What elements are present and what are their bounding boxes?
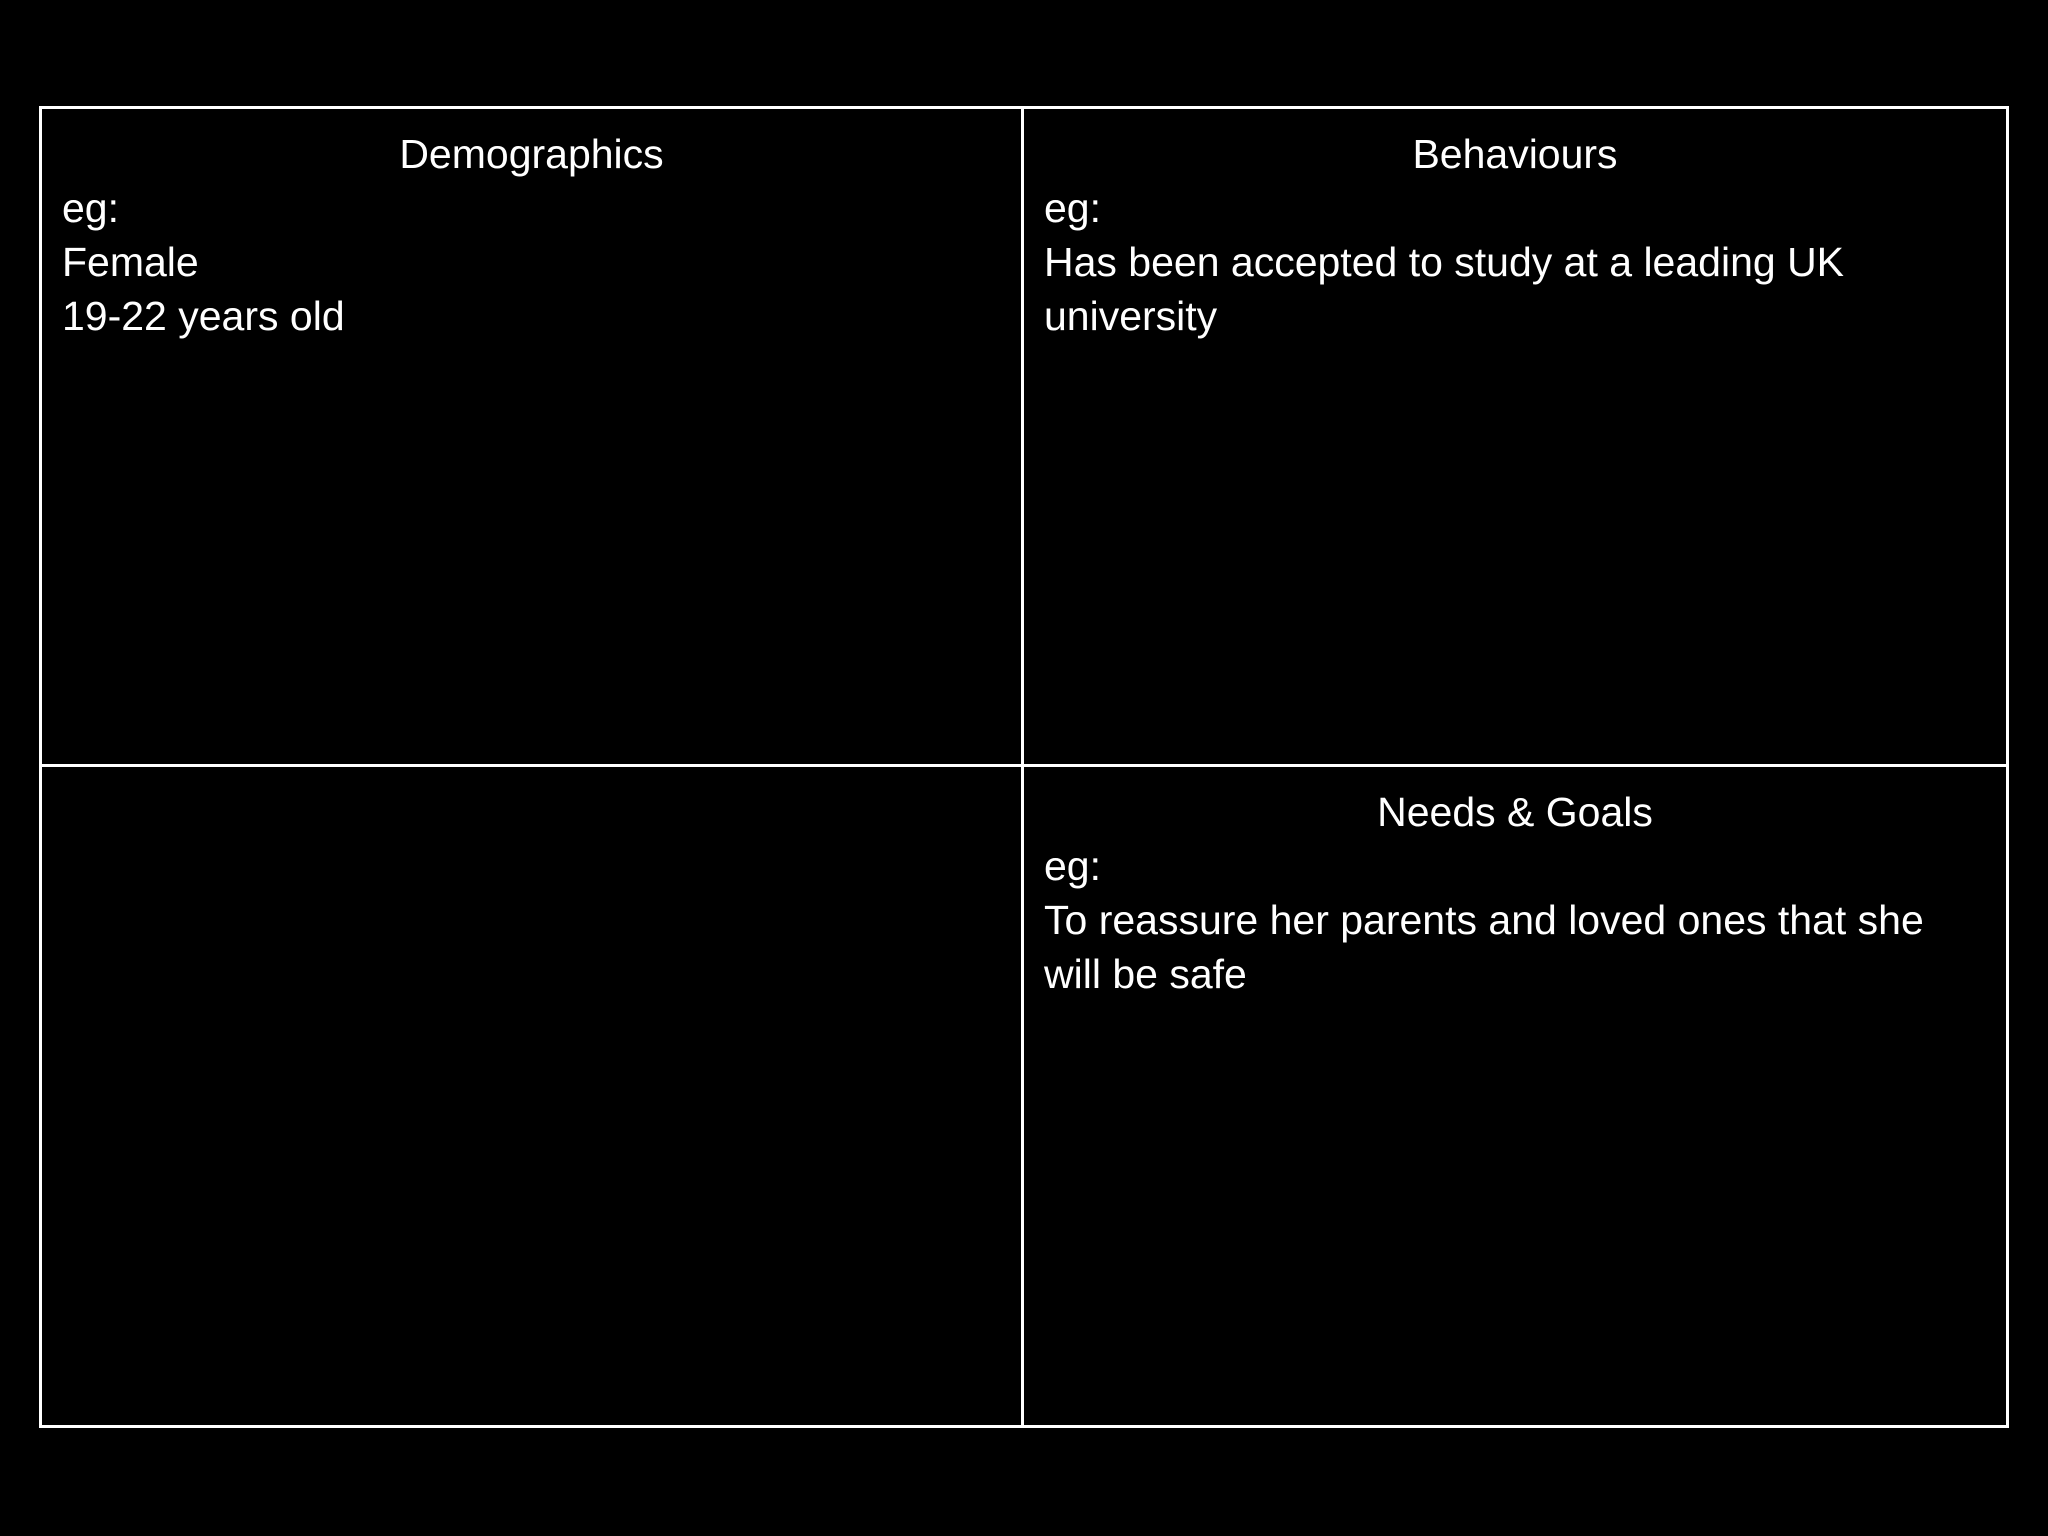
behaviours-quadrant bbox=[1024, 109, 2006, 767]
needs-goals-example: To reassure her parents and loved ones that she will be safe bbox=[1044, 897, 1924, 997]
behaviours-eg-label: eg: bbox=[1044, 185, 1101, 231]
needs-goals-quadrant bbox=[1024, 767, 2006, 1425]
persona-grid bbox=[39, 106, 2009, 1428]
behaviours-example: Has been accepted to study at a leading UK university bbox=[1044, 239, 1845, 339]
demographics-quadrant bbox=[42, 109, 1024, 767]
needs-goals-title: Needs & Goals bbox=[1377, 789, 1653, 835]
demographics-title: Demographics bbox=[399, 131, 664, 177]
behaviours-title: Behaviours bbox=[1412, 131, 1618, 177]
empty-quadrant bbox=[42, 767, 1024, 1425]
demographics-eg-label: eg: bbox=[62, 185, 119, 231]
demographics-gender: Female bbox=[62, 239, 199, 285]
demographics-age: 19-22 years old bbox=[62, 293, 345, 339]
needs-goals-eg-label: eg: bbox=[1044, 843, 1101, 889]
